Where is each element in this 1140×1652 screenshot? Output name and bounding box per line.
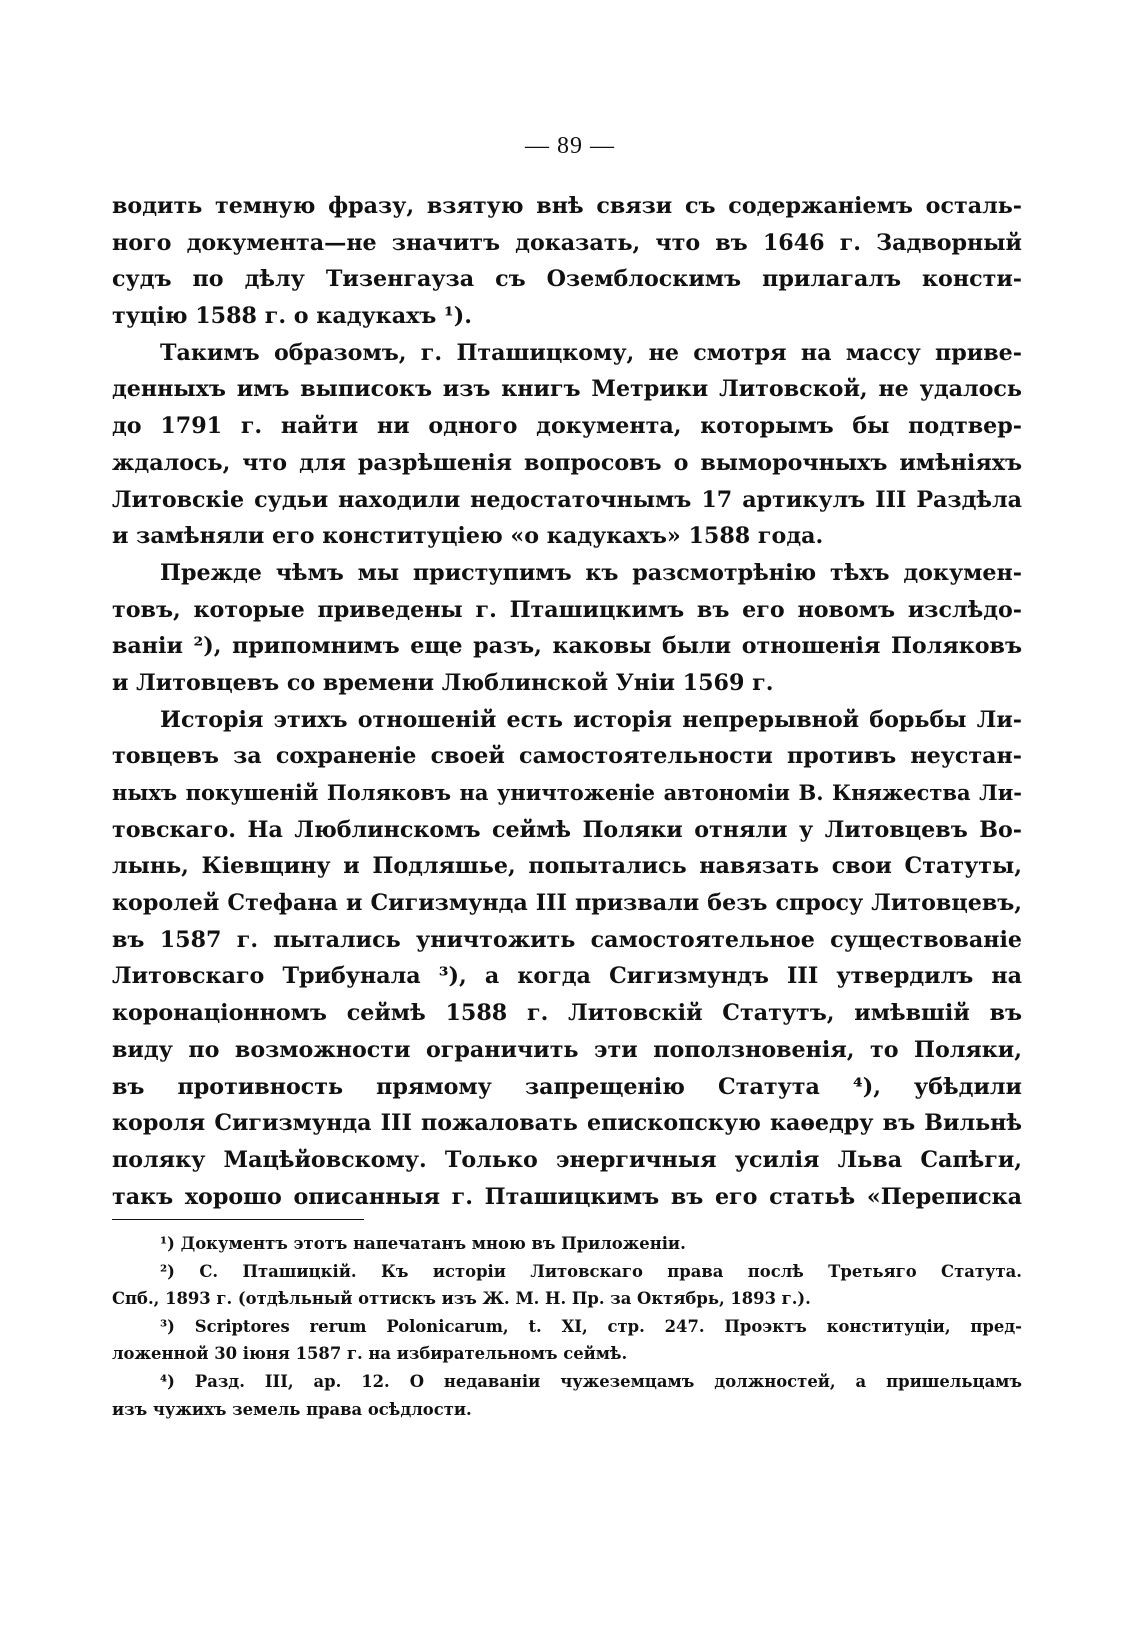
text-line: въ противность прямому запрещенію Статута ⁴), убѣдили (112, 1073, 1022, 1100)
body-text (112, 188, 1022, 1215)
text-line: поляку Мацѣйовскому. Только энергичныя усилія Льва Сапѣги, (112, 1146, 1022, 1173)
text-line: Прежде чѣмъ мы приступимъ къ разсмотрѣнію тѣхъ докумен- (160, 559, 1022, 586)
text-line: ждалось, что для разрѣшенія вопросовъ о выморочныхъ имѣніяхъ (112, 449, 1022, 476)
text-line: Такимъ образомъ, г. Пташицкому, не смотря на массу приве- (160, 339, 1022, 366)
footnote-line: ¹) Документъ этотъ напечатанъ мною въ Приложеніи. (160, 1234, 686, 1253)
text-line: Литовскіе судьи находили недостаточнымъ 17 артикулъ III Раздѣла (112, 486, 1022, 513)
text-line: Исторія этихъ отношеній есть исторія непрерывной борьбы Ли- (160, 706, 1022, 733)
text-line: судъ по дѣлу Тизенгауза съ Оземблоскимъ прилагалъ консти- (112, 266, 1022, 293)
text-line: и замѣняли его конституціею «о кадукахъ» 1588 года. (112, 523, 824, 550)
footnote-line: ³) Scriptores rerum Polonicarum, t. XI, стр. 247. Проэктъ конституціи, пред- (160, 1316, 1022, 1336)
text-line: лынь, Кіевщину и Подляшье, попытались навязать свои Статуты, (112, 853, 1022, 880)
page-number: — 89 — (525, 133, 615, 159)
footnotes (112, 1230, 1022, 1423)
text-line: до 1791 г. найти ни одного документа, которымъ бы подтвер- (112, 413, 1022, 440)
text-line: короля Сигизмунда III пожаловать епископскую каѳедру въ Вильнѣ (112, 1110, 1022, 1137)
text-line: королей Стефана и Сигизмунда III призвали безъ спросу Литовцевъ, (112, 890, 1022, 917)
footnote-line: изъ чужихъ земель права осѣдлости. (112, 1399, 472, 1419)
text-line: Литовскаго Трибунала ³), а когда Сигизмундъ III утвердилъ на (112, 963, 1022, 990)
text-line: товъ, которые приведены г. Пташицкимъ въ его новомъ изслѣдо- (112, 596, 1022, 623)
text-line: и Литовцевъ со времени Люблинской Уніи 1569 г. (112, 669, 774, 696)
footnote-line: ложенной 30 іюня 1587 г. на избирательномъ сеймѣ. (112, 1344, 628, 1364)
text-line: товскаго. На Люблинскомъ сеймѣ Поляки отняли у Литовцевъ Во- (112, 816, 1022, 843)
text-line: туцію 1588 г. о кадукахъ ¹). (112, 303, 472, 330)
text-line: коронаціонномъ сеймѣ 1588 г. Литовскій Статутъ, имѣвшій въ (112, 1000, 1022, 1027)
text-line: въ 1587 г. пытались уничтожить самостоятельное существованіе (112, 926, 1022, 953)
text-line: ного документа—не значитъ доказать, что въ 1646 г. Задворный (112, 229, 1022, 256)
text-line: водить темную фразу, взятую внѣ связи съ содержаніемъ осталь- (112, 193, 1022, 219)
footnote-line: ²) С. Пташицкій. Къ исторіи Литовскаго права послѣ Третьяго Статута. (160, 1261, 1022, 1281)
text-line: ныхъ покушеній Поляковъ на уничтоженіе автономіи В. Княжества Ли- (112, 780, 1022, 805)
text-line: такъ хорошо описанныя г. Пташицкимъ въ его статьѣ «Переписка (112, 1183, 1022, 1210)
text-line: денныхъ имъ выписокъ изъ книгъ Метрики Литовской, не удалось (112, 376, 1022, 403)
text-line: виду по возможности ограничить эти поползновенія, то Поляки, (112, 1036, 1022, 1063)
footnote-line: Спб., 1893 г. (отдѣльный оттискъ изъ Ж. М. Н. Пр. за Октябрь, 1893 г.). (112, 1289, 811, 1309)
footnote-divider (112, 1219, 364, 1220)
footnote-line: ⁴) Разд. III, ар. 12. О недаваніи чужеземцамъ должностей, а пришельцамъ (160, 1371, 1022, 1391)
text-line: ваніи ²), припомнимъ еще разъ, каковы были отношенія Поляковъ (112, 633, 1022, 660)
text-line: товцевъ за сохраненіе своей самостоятельности противъ неустан- (112, 743, 1022, 770)
